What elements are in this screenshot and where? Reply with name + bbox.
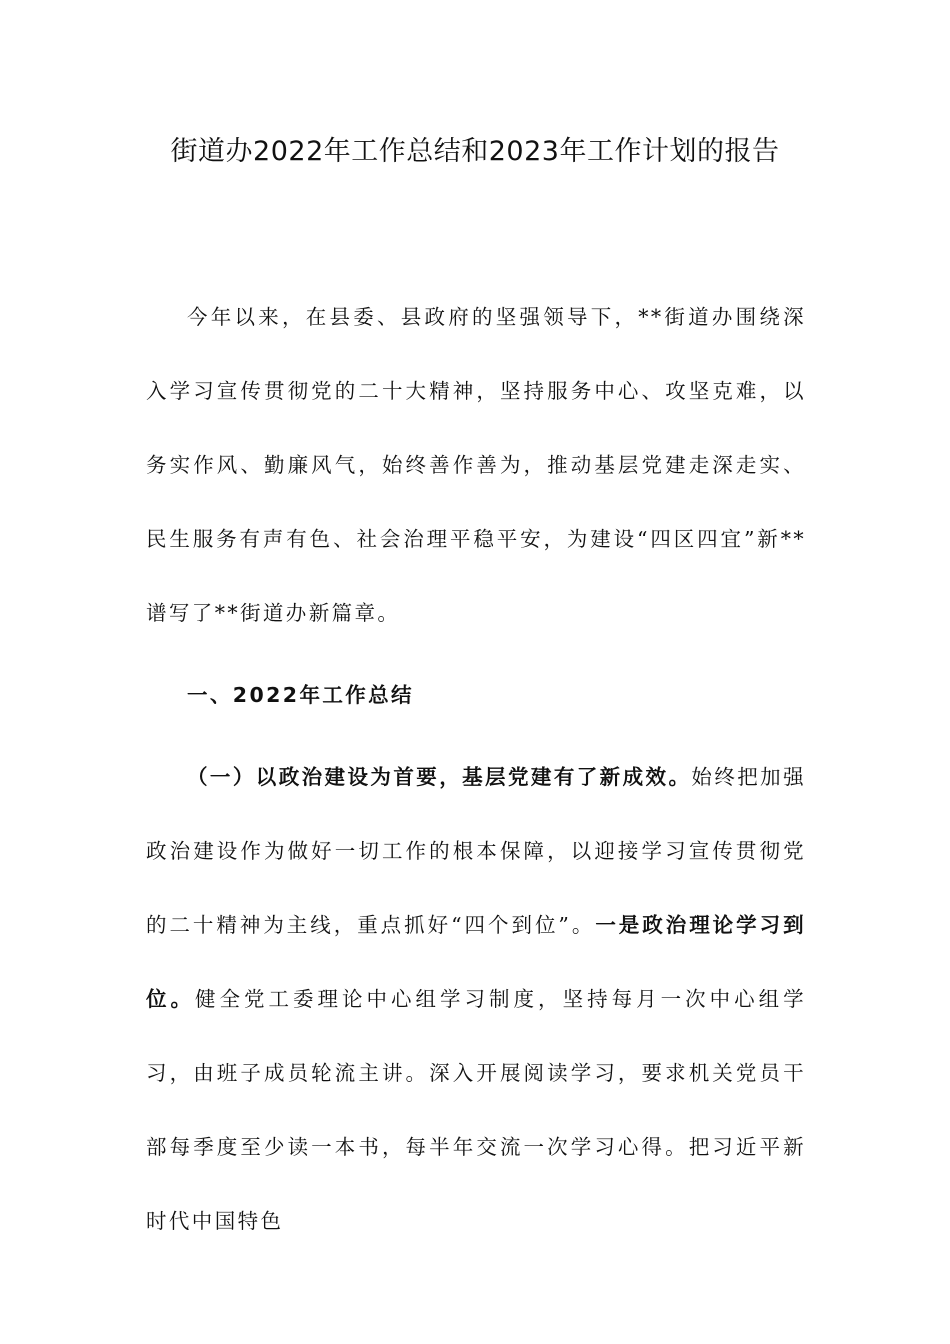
intro-paragraph: 今年以来，在县委、县政府的坚强领导下，**街道办围绕深入学习宣传贯彻党的二十大精神，坚持服务中心、攻坚克难，以务实作风、勤廉风气，始终善作善为，推动基层党建走深走实、民生服务有声有色、社会治理平稳平安，为建设“四区四宜”新**谱写了**街道办新篇章。 [146, 305, 806, 625]
paragraph-text: 始终把加强政治建设作为做好一切工作的根本保障，以迎接学习宣传贯彻党的二十精神为主线，重点抓好“四个到位”。 [146, 765, 806, 937]
document-body [146, 280, 806, 1258]
bold-point-text: 一是政治理论学习到位。 [146, 913, 806, 1011]
section-heading-work-summary: 一、2022年工作总结 [187, 683, 414, 707]
bold-lead-text: （一）以政治建设为首要，基层党建有了新成效。 [187, 765, 692, 789]
paragraph-text-continued: 健全党工委理论中心组学习制度，坚持每月一次中心组学习，由班子成员轮流主讲。深入开展阅读学习，要求机关党员干部每季度至少读一本书，每半年交流一次学习心得。把习近平新时代中国特色 [146, 987, 806, 1233]
section-paragraph-party-building [146, 740, 806, 1258]
document-title: 街道办2022年工作总结和2023年工作计划的报告 [170, 136, 780, 167]
